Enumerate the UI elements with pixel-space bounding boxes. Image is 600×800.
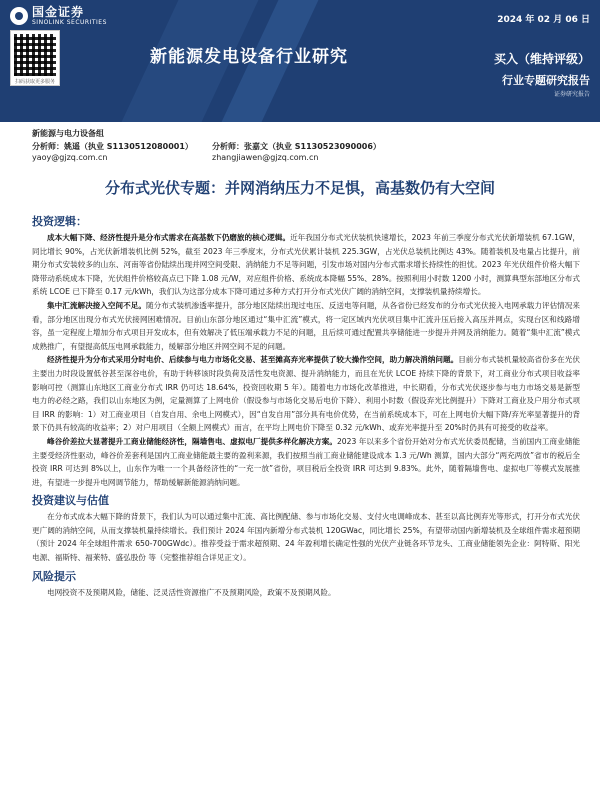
analyst-2-line: 分析师：张嘉文（执业 S1130523090006）	[212, 142, 381, 151]
report-type: 行业专题研究报告	[502, 74, 590, 87]
paragraph-4	[32, 435, 580, 489]
qr-caption: 扫码获取更多服务	[14, 79, 55, 85]
section-heading-logic: 投资逻辑：	[32, 215, 87, 228]
paragraph-6: 电网投资不及预期风险，储能、泛灵活性资源推广不及预期风险，政策不及预期风险。	[47, 587, 336, 597]
analyst-2	[212, 141, 392, 162]
logo-en: SINOLINK SECURITIES	[32, 19, 107, 26]
analyst-block	[32, 128, 592, 162]
main-title: 分布式光伏专题：并网消纳压力不足惧，高基数仍有大空间	[104, 179, 495, 197]
header-banner	[0, 0, 600, 122]
report-body	[32, 210, 580, 599]
logo-text	[32, 6, 107, 26]
paragraph-3	[32, 353, 580, 435]
paragraph-1-text: 近年我国分布式光伏装机快速增长，2023 年前三季度分布式光伏新增装机 67.1GW，同比增长 90%，占光伏新增装机比例 52%，截至 2023 年三季度末，分布式光伏累计装机 225.3GW，占光伏总装机比例达 43%。随着装机及电量占比提升，前期分布式安装较多的山东、河南等省份陆续出现并网空间受限、消纳能力不足等问题，引发市场对国内分布式需求增长持续性的担忧。2023 年光伏组件价格大幅下降带动系统成本下降，光伏组件价格较高点已下降 1.08 元/W，对应组件价格、系统成本降幅 55%、28%。按照利用小时数 1200 小时，测算典型东部地区分布式系统 LCOE 已下降至 0.17 元/kWh，我们认为这部分成本下降可通过多种方式打开分布式光伏广阔的消纳空间，支撑装机量持续增长。	[32, 233, 581, 297]
qr-code-icon	[14, 34, 56, 76]
paragraph-1-lead: 成本大幅下降、经济性提升是分布式需求在高基数下仍磨旅的核心逻辑。	[47, 233, 291, 242]
company-logo	[10, 6, 107, 26]
paragraph-2-lead: 集中汇流解决接入空间不足。	[47, 300, 146, 310]
logo-mark-icon	[10, 7, 28, 25]
paragraph-5: 在分布式成本大幅下降的背景下，我们认为可以通过集中汇流、高比例配储、参与市场化交易、支付火电调峰成本、甚至以高比例弃光等形式，打开分布式光伏更广阔的消纳空间，从而支撑装机量持续增长。我们预计 2024 年国内新增分布式装机 120GWac，同比增长 25%，有望带动国内新增装机及全球组件需求超预期（预计 2024 年全球组件需求 650-700GWdc）。推荐受益于需求超预期、24 年盈利增长确定性强的光伏产业链各环节龙头、工商业储能领先企业：阿特斯、阳光电源、福斯特、福莱特、盛弘股份 等（完整推荐组合详见正文）。	[32, 512, 580, 563]
paragraph-3-lead: 经济性提升为分布式采用分时电价、后续参与电力市场化交易、甚至摊高弃光率提供了较大操作空间，助力解决消纳问题。	[47, 355, 459, 365]
analyst-row	[32, 141, 592, 162]
paragraph-4-lead: 峰谷价差拉大显著提升工商业储能经济性，隔墙售电、虚拟电厂提供多样化解决方案。	[47, 436, 337, 446]
report-title: 新能源发电设备行业研究	[150, 47, 348, 67]
industry-group: 新能源与电力设备组	[32, 129, 104, 138]
analyst-1-email[interactable]: yaoy@gjzq.com.cn	[32, 153, 108, 162]
paragraph-2	[32, 299, 580, 353]
logo-cn: 国金证券	[32, 5, 85, 19]
analyst-1	[32, 141, 212, 162]
paragraph-2-text: 随分布式装机渗透率提升，部分地区陆续出现过电压、反送电等问题，从各省份已经发布的分布式光伏接入电网承载力评估情况来看，部分地区出现分布式光伏接网困难情况。目前山东部分地区通过“集中汇流”模式，将一定区域内光伏项目集中汇流升压后接入高压并网点，实现台区和线路增容，虽一定程度上增加分布式项目开发成本，但有效解决了低压端承载力不足的问题，且后续可通过配置共享储能进一步提升并网及消纳能力。随着“集中汇流”模式成熟推广，有望提高低压电网承载能力，缓解部分地区并网空间不足的问题。	[32, 300, 581, 351]
paragraph-3-text: 目前分布式装机量较高省份多在光伏主要出力时段设置低谷甚至深谷电价，有助于转移该时段负荷及活性发电资源、提升消纳能力，而且在光伏 LCOE 持续下降的背景下，对工商业分布式项目收益率影响可控（测算山东地区工商业分布式 IRR 仍可达 18.64%，投资回收期 5 年）。随着电力市场化改革推进，中长期看，分布式光伏逐步参与电力市场交易是新型电力的必经之路，我们以山东地区为例，定量测算了上网电价（假设参与市场化交易后电价下降）、利用小时数（假设弃光比例提升）下降对工商业及户用分布式项目 IRR 的影响：1）对工商业项目（自发自用、余电上网模式），因“自发自用”部分具有电价优势，在当前系统成本下，可在上网电价大幅下降/弃光率显著提升的背景下仍具有较高的收益率；2）对户用项目（全额上网模式）而言，在平均上网电价下降至 0.32 元/kWh、或弃光率提升至 20%时仍具有可接受的收益率。	[32, 355, 580, 433]
rating: 买入（维持评级）	[493, 52, 590, 66]
qr-code	[10, 30, 60, 86]
analyst-2-email[interactable]: zhangjiawen@gjzq.com.cn	[212, 153, 319, 162]
report-date: 2024 年 02 月 06 日	[497, 15, 590, 25]
paragraph-1	[32, 231, 580, 299]
report-tag: 证券研究报告	[553, 91, 590, 98]
paragraph-4-text: 2023 年以来多个省份开始对分布式光伏委员配储，当前国内工商业储能主要受经济性驱动，峰谷价差套利是国内工商业储能最主要的盈利来源，我们按照当前工商业储能建设成本 1.3 元/Wh 测算，国内大部分“两充两放”省市的税后全投资 IRR 可达到 8%以上，山东作为唯一一个具备经济性的“一充一放”省份，项目税后全投资 IRR 可达到 9.83%。此外，随着隔墙售电、虚拟电厂等模式发展推进，有望进一步提升电网调节能力，帮助缓解新能源消纳问题。	[32, 436, 580, 487]
section-heading-advice: 投资建议与估值	[32, 494, 109, 508]
analyst-1-line: 分析师：姚遥（执业 S1130512080001）	[32, 142, 193, 151]
section-heading-risk: 风险提示	[32, 569, 76, 583]
